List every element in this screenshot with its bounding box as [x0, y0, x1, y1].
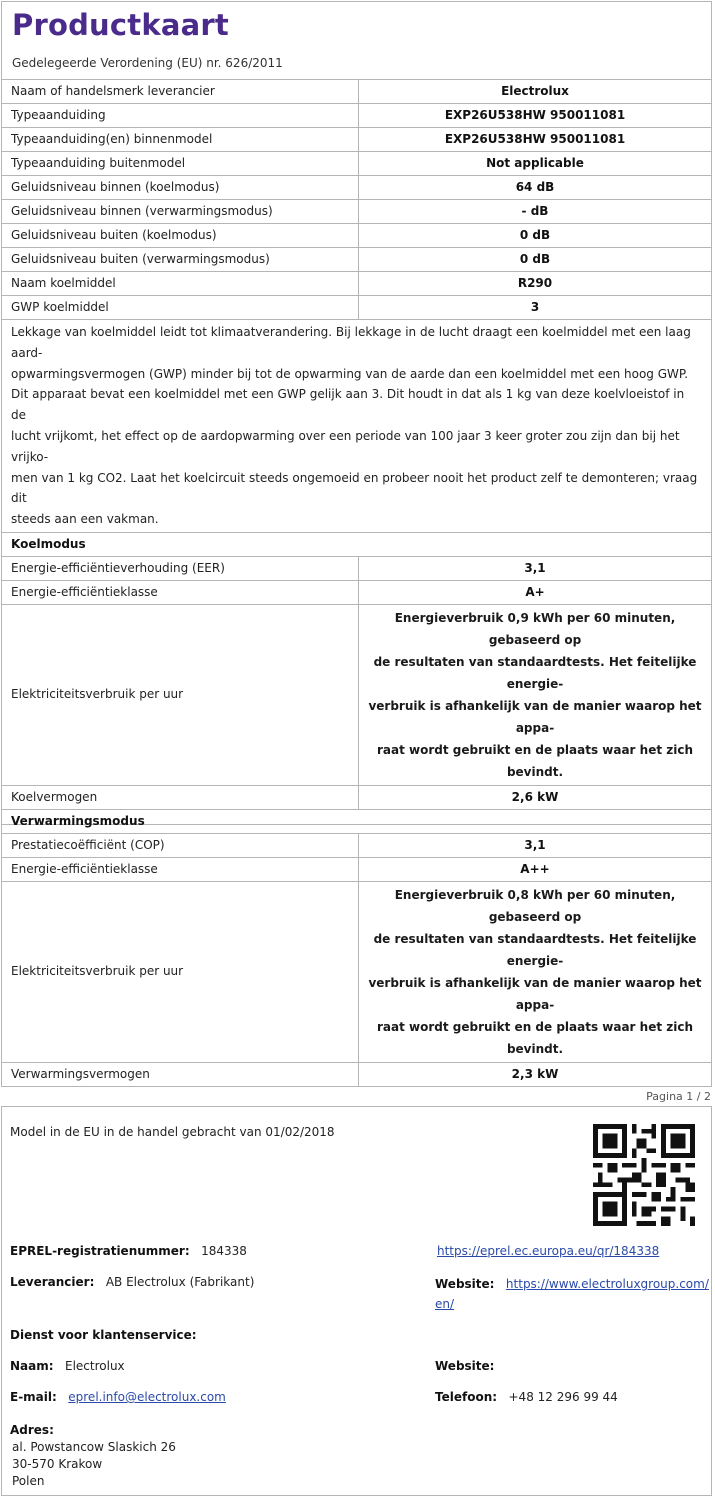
address-label: Adres:: [10, 1423, 54, 1437]
service-heading-text: Dienst voor klantenservice:: [10, 1328, 197, 1342]
table-row: [2, 604, 712, 785]
consumption-line: de resultaten van standaardtests. Het feitelijke energie-: [373, 931, 697, 968]
noise-indoor-cool-value: 64 dB: [359, 176, 712, 200]
noise-indoor-cool-label: Geluidsniveau binnen (koelmodus): [2, 176, 359, 200]
cooling-section-heading: Koelmodus: [2, 532, 712, 556]
consumption-line: Energieverbruik 0,9 kWh per 60 minuten, gebaseerd op: [394, 610, 676, 647]
supplier-label: Leverancier:: [10, 1275, 95, 1289]
note-line: Dit apparaat bevat een koelmiddel met een GWP gelijk aan 3. Dit houdt in dat als 1 kg van deze koelvloeistof in de: [11, 387, 685, 423]
phone-row: [435, 1389, 618, 1406]
table-row: [2, 580, 712, 604]
note-line: steeds aan een vakman.: [11, 512, 159, 527]
table-row: [2, 556, 712, 580]
consumption-line: verbruik is afhankelijk van de manier waarop het appa-: [368, 698, 702, 735]
consumption-line: verbruik is afhankelijk van de manier waarop het appa-: [368, 975, 702, 1012]
service-name-row: [10, 1358, 125, 1375]
cooling-class-label: Energie-efficiëntieklasse: [2, 580, 359, 604]
cooling-class-value: A+: [359, 580, 712, 604]
table-row: [2, 296, 712, 320]
website-link[interactable]: https://www.electroluxgroup.com/: [505, 1277, 709, 1291]
eprel-row: [10, 1243, 247, 1260]
regulation-subtitle: Gedelegeerde Verordening (EU) nr. 626/2011: [12, 56, 283, 70]
brand-label: Naam of handelsmerk leverancier: [2, 80, 359, 104]
spec-table: [1, 79, 712, 1087]
note-line: Lekkage van koelmiddel leidt tot klimaatverandering. Bij lekkage in de lucht draagt een koelmiddel met een laag aard-: [11, 325, 691, 360]
heating-class-label: Energie-efficiëntieklasse: [2, 857, 359, 881]
website-label: Website:: [435, 1277, 495, 1291]
table-row: [2, 224, 712, 248]
refrigerant-value: R290: [359, 272, 712, 296]
type-label: Typeaanduiding: [2, 104, 359, 128]
service-name-value: Electrolux: [65, 1359, 125, 1373]
table-row: [2, 833, 712, 857]
supplier-row: [10, 1274, 254, 1291]
table-row: [2, 785, 712, 809]
refrigerant-label: Naam koelmiddel: [2, 272, 359, 296]
table-row: [2, 248, 712, 272]
table-row: [2, 809, 712, 833]
eer-label: Energie-efficiëntieverhouding (EER): [2, 556, 359, 580]
website-row: [435, 1274, 709, 1314]
noise-outdoor-heat-value: 0 dB: [359, 248, 712, 272]
eprel-value: 184338: [201, 1244, 247, 1258]
noise-indoor-heat-label: Geluidsniveau binnen (verwarmingsmodus): [2, 200, 359, 224]
cop-label: Prestatiecoëfficiënt (COP): [2, 833, 359, 857]
service-website-row: [435, 1358, 494, 1375]
table-row: [2, 1062, 712, 1086]
service-website-label: Website:: [435, 1359, 495, 1373]
consumption-line: raat wordt gebruikt en de plaats waar het zich bevindt.: [376, 1019, 693, 1056]
table-row: [2, 532, 712, 556]
table-row: [2, 200, 712, 224]
heating-consumption-label: Elektriciteitsverbruik per uur: [2, 881, 359, 1062]
table-row: [2, 104, 712, 128]
email-link[interactable]: eprel.info@electrolux.com: [68, 1390, 226, 1404]
indoor-model-label: Typeaanduiding(en) binnenmodel: [2, 128, 359, 152]
email-label: E-mail:: [10, 1390, 57, 1404]
heating-capacity-label: Verwarmingsvermogen: [2, 1062, 359, 1086]
table-row: [2, 857, 712, 881]
noise-outdoor-cool-label: Geluidsniveau buiten (koelmodus): [2, 224, 359, 248]
gwp-label: GWP koelmiddel: [2, 296, 359, 320]
page-number: Pagina 1 / 2: [646, 1090, 711, 1103]
table-row: [2, 80, 712, 104]
cooling-consumption-label: Elektriciteitsverbruik per uur: [2, 604, 359, 785]
service-name-label: Naam:: [10, 1359, 54, 1373]
heating-capacity-value: 2,3 kW: [359, 1062, 712, 1086]
consumption-line: Energieverbruik 0,8 kWh per 60 minuten, gebaseerd op: [394, 887, 676, 924]
cooling-capacity-value: 2,6 kW: [359, 785, 712, 809]
gwp-value: 3: [359, 296, 712, 320]
info-footer: [1, 1106, 712, 1496]
table-row: [2, 272, 712, 296]
indoor-model-value: EXP26U538HW 950011081: [359, 128, 712, 152]
consumption-line: raat wordt gebruikt en de plaats waar het zich bevindt.: [376, 742, 693, 779]
phone-value: +48 12 296 99 44: [508, 1390, 618, 1404]
table-row: [2, 176, 712, 200]
type-value: EXP26U538HW 950011081: [359, 104, 712, 128]
noise-outdoor-cool-value: 0 dB: [359, 224, 712, 248]
note-line: lucht vrijkomt, het effect op de aardopwarming over een periode van 100 jaar 3 keer groter zou zijn dan bij het vrijko-: [11, 428, 680, 464]
eprel-label: EPREL-registratienummer:: [10, 1244, 190, 1258]
cooling-consumption-value: [359, 604, 712, 785]
refrigerant-note: [2, 320, 712, 533]
email-row: [10, 1389, 226, 1406]
phone-label: Telefoon:: [435, 1390, 498, 1404]
cooling-capacity-label: Koelvermogen: [2, 785, 359, 809]
service-heading: [10, 1327, 197, 1344]
consumption-line: de resultaten van standaardtests. Het feitelijke energie-: [373, 654, 697, 691]
page-title: Productkaart: [12, 8, 229, 42]
table-row: [2, 881, 712, 1062]
table-row: [2, 152, 712, 176]
qr-code-icon: [593, 1124, 695, 1226]
heating-section-heading: Verwarmingsmodus: [2, 809, 712, 833]
note-line: opwarmingsvermogen (GWP) minder bij tot de opwarming van de aarde dan een koelmiddel met een hoog GWP.: [11, 366, 689, 381]
address-line: Polen: [12, 1474, 45, 1488]
table-row: [2, 128, 712, 152]
eer-value: 3,1: [359, 556, 712, 580]
address-block: [10, 1422, 176, 1490]
address-line: 30-570 Krakow: [12, 1457, 103, 1471]
note-line: men van 1 kg CO2. Laat het koelcircuit steeds ongemoeid en probeer nooit het product zelf te demonteren; vraag dit: [11, 470, 698, 506]
outdoor-model-value: Not applicable: [359, 152, 712, 176]
heating-class-value: A++: [359, 857, 712, 881]
heating-consumption-value: [359, 881, 712, 1062]
noise-outdoor-heat-label: Geluidsniveau buiten (verwarmingsmodus): [2, 248, 359, 272]
address-line: al. Powstancow Slaskich 26: [12, 1440, 176, 1454]
supplier-value: AB Electrolux (Fabrikant): [105, 1275, 255, 1289]
website-link-continued[interactable]: en/: [435, 1297, 455, 1311]
outdoor-model-label: Typeaanduiding buitenmodel: [2, 152, 359, 176]
table-row: [2, 320, 712, 533]
cop-value: 3,1: [359, 833, 712, 857]
noise-indoor-heat-value: - dB: [359, 200, 712, 224]
eprel-link[interactable]: https://eprel.ec.europa.eu/qr/184338: [437, 1244, 660, 1258]
brand-value: Electrolux: [359, 80, 712, 104]
market-date: Model in de EU in de handel gebracht van 01/02/2018: [10, 1125, 335, 1139]
